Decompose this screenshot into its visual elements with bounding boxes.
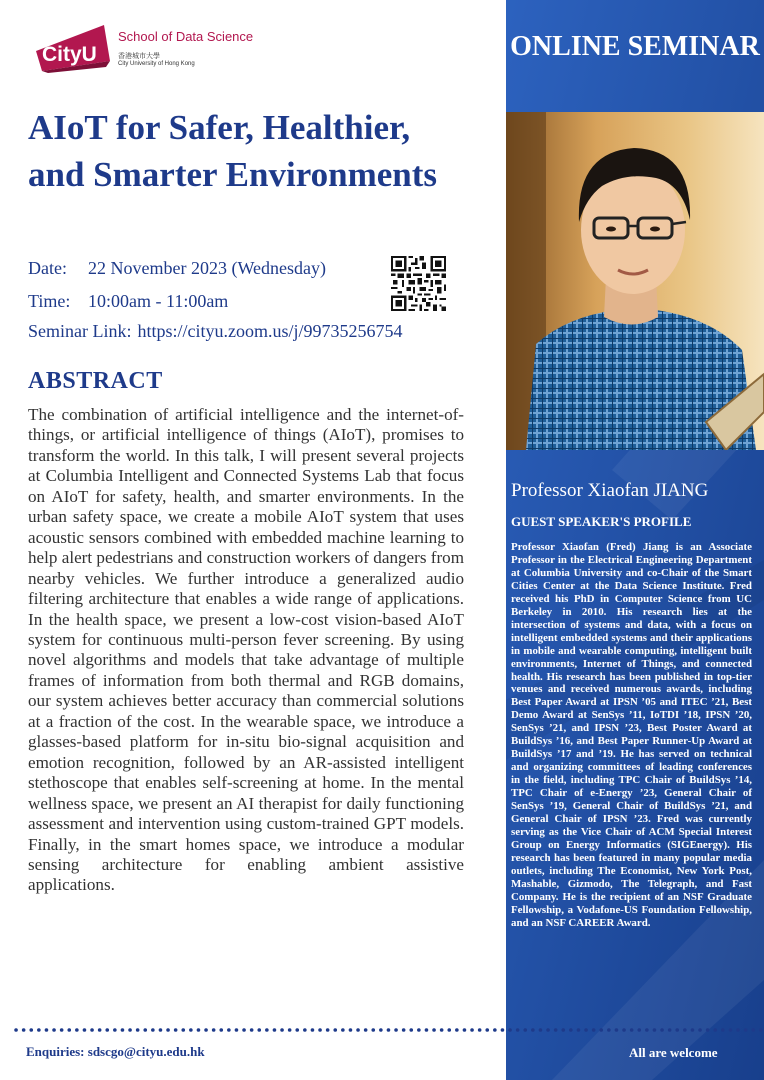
date-label: Date: [28,258,67,278]
time-value: 10:00am - 11:00am [88,291,229,311]
seminar-title: AIoT for Safer, Healthier, and Smarter Environments [28,108,438,194]
school-name: School of Data Science [118,29,254,44]
footer-dotted-divider [14,1026,764,1034]
time-label: Time: [28,291,71,311]
online-seminar-banner: ONLINE SEMINAR [510,31,760,62]
university-name-zh: 香港城市大學 [118,52,160,60]
speaker-name: Professor Xiaofan JIANG [511,480,709,501]
enquiries-contact[interactable]: Enquiries: sdscgo@cityu.edu.hk [26,1044,205,1059]
date-value: 22 November 2023 (Wednesday) [88,258,326,278]
qr-code-icon[interactable] [391,256,446,311]
link-label: Seminar Link: [28,321,132,341]
seminar-date [28,258,326,279]
seminar-link [28,321,402,342]
speaker-bio: Professor Xiaofan (Fred) Jiang is an Associate Professor in the Electrical Engineering Department at Columbia University and co-Chair of the Smart Cities Center at the Data Science Institute. Fred received his PhD in Computer Science from UC Berkeley in 2010. His research lies at the intersection of systems and data, with a focus on intelligent embedded systems and their applications in mobile and wearable computing, intelligent built environments, Internet of Things, and connected health. His research has been published in top-tier venues and received numerous awards, including Best Paper Award at IPSN ’05 and ITEC ’21, Best Demo Award at SenSys ’11, IoTDI ’18, IPSN ’20, SenSys ’21, and IPSN ’23, Best Poster Award at BuildSys ’16, and Best Paper Runner-Up Award at BuildSys ’17 and ’19. He has served on technical and organizing committees of leading conferences in the field, including TPC Chair of BuildSys ’14, TPC Chair of e-Energy ’23, General Chair of SenSys ’19, General Chair of BuildSys ’21, and General Chair of IPSN ’23. Fred was currently serving as the Vice Chair of ACM Special Interest Group on Energy Informatics (SIGEnergy). His research has been featured in many popular media outlets, including The Economist, New York Post, Mashable, Gizmodo, The Telegraph, and Fast Company. He is the recipient of an NSF Graduate Fellowship, a Vodafone-US Foundation Fellowship, and an NSF CAREER Award. [511,541,752,929]
link-value[interactable]: https://cityu.zoom.us/j/99735256754 [137,321,403,341]
profile-heading: GUEST SPEAKER'S PROFILE [511,514,692,529]
cityu-logo-mark [32,21,112,73]
seminar-time [28,291,228,312]
abstract-heading: ABSTRACT [28,368,163,394]
abstract-text: The combination of artificial intelligence and the internet-of-things, or artificial intelligence of things (AIoT), promises to transform the world. In this talk, I will present several projects at Columbia Intelligent and Connected Systems Lab that focus on AIoT for safety, health, and smarter environments. In the urban safety space, we create a mobile AIoT system that uses acoustic sensors combined with embedded machine learning to help alert pedestrians and construction workers of dangers from nearby vehicles. We further introduce a generalized audio filtering architecture that enables a wide range of applications. In the health space, we present a low-cost vision-based AIoT system for continuous multi-person fever screening. By using novel algorithms and models that take advantage of multiple frames of information from both thermal and RGB domains, our system achieves better accuracy than commercial solutions at a fraction of the cost. In the wearable space, we introduce a glasses-based platform for in-situ bio-signal acquisition and emotion recognition, followed by an AR-assisted intelligent stethoscope that enables self-screening at home. In the mental wellness space, we present an AI therapist for daily functioning assessment and intervention using custom-trained GPT models. Finally, in the smart homes space, we introduce a modular sensing architecture for enabling ambient assistive applications. [28,405,464,895]
logo-text: CityU [42,43,97,66]
cityu-logo [32,15,254,75]
all-welcome-note: All are welcome [629,1045,718,1060]
university-name-en: City University of Hong Kong [118,61,195,67]
speaker-photo [506,112,764,450]
